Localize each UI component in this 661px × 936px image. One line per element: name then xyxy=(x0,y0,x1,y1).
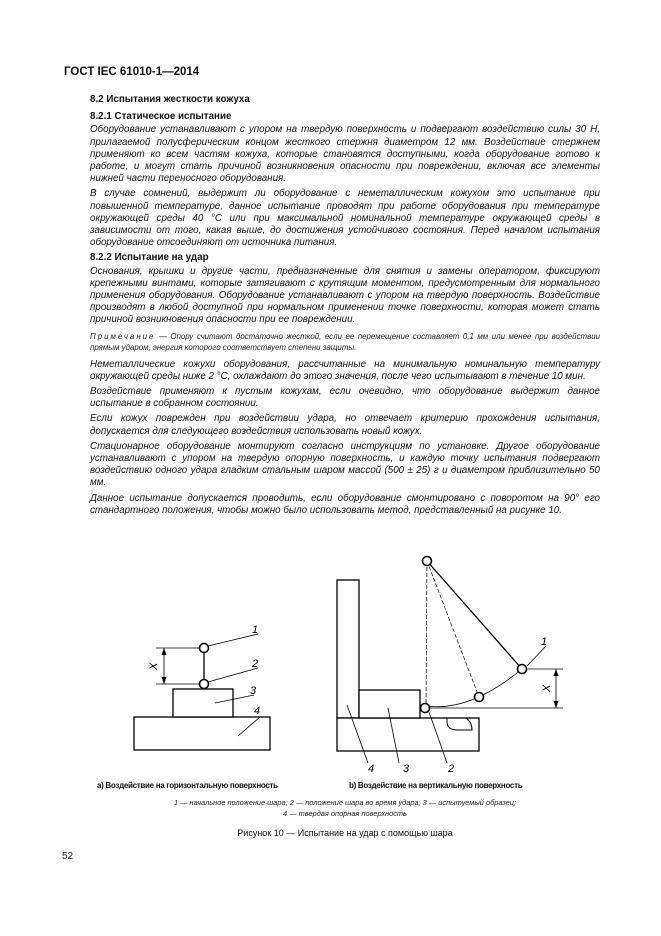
note-label: Примечание xyxy=(90,331,156,341)
paragraph: Воздействие применяют к пустым кожухам, если очевидно, что оборудование выдержит данное испытание в собранном состоянии. xyxy=(90,386,600,410)
pendulum-string-initial xyxy=(427,561,522,669)
main-text xyxy=(90,94,600,520)
ball-initial-b xyxy=(518,665,527,674)
test-sample-a xyxy=(173,689,233,717)
support-surface-a xyxy=(134,717,270,750)
label-2-b: 2 xyxy=(448,763,455,775)
note-text: — Опору считают достаточно жесткой, если ее перемещение составляет 0,1 мм или менее при воздействии прямым ударом, энергия которого соответствует степени защиты. xyxy=(90,331,600,352)
note xyxy=(90,331,600,353)
label-4-b: 4 xyxy=(368,763,375,775)
document-header: ГОСТ IEC 61010-1—2014 xyxy=(64,66,200,78)
ball-impact-a xyxy=(200,680,209,689)
paragraph: Оборудование устанавливают с упором на твердую поверхность и подвергают воздействию силы 30 Н, прилагаемой полусферическим концом жесткого стержня диаметром 12 мм. Воздействие стержнем применяют ко всем частям кожуха, которые становятся доступными, когда оборудование готово к работе, и могут стать причиной возникновения опасности при повреждении, включая все элементы нижней части переносного оборудования. xyxy=(90,124,600,185)
label-1-b: 1 xyxy=(541,636,548,648)
vertical-support-wall xyxy=(337,580,359,718)
pendulum-string-impact xyxy=(426,561,427,706)
label-1-a: 1 xyxy=(252,624,259,636)
section-title: 8.2 Испытания жесткости кожуха xyxy=(90,94,250,105)
dim-arrow-a-bottom xyxy=(162,677,167,684)
legend-line: 1 — начальное положение шара; 2 — положение шара во время удара; 3 — испытуемый образец; xyxy=(173,798,517,807)
pendulum-string-mid xyxy=(427,561,479,697)
diagram-b-vertical xyxy=(337,557,563,764)
paragraph: Данное испытание допускается проводить, если оборудование смонтировано с поворотом на 90° его стандартного положения, чтобы можно было использовать метод, представленный на рисунке 10. xyxy=(90,492,600,516)
base-b xyxy=(337,718,479,751)
paragraph: Стационарное оборудование монтируют согласно инструкциям по установке. Другое оборудование устанавливают с упором на твердую опорную поверхность, и каждую точку испытания подвергают воздействию одного удара гладким стальным шаром массой (500 ± 25) г и диаметром приблизительно 50 мм. xyxy=(90,440,600,489)
leader-1-b xyxy=(527,646,546,666)
legend-line: 4 — твердая опорная поверхность xyxy=(283,809,407,818)
label-4-a: 4 xyxy=(254,705,261,717)
dim-arrow-a-top xyxy=(162,648,167,655)
dim-arrow-b-top xyxy=(554,669,559,676)
label-3-a: 3 xyxy=(250,685,257,697)
label-2-a: 2 xyxy=(252,658,259,670)
subsection-impact-title: 8.2.2 Испытание на удар xyxy=(90,252,209,264)
leader-2-a xyxy=(208,668,258,682)
paragraph: Основания, крышки и другие части, предназначенные для снятия и замены оператором, фиксируют крепежными винтами, которые затягивают с крутящим моментом, предусмотренным для нормального применения оборудования. Оборудование устанавливают с упором на твердую поверхность. Воздействие производят в любой доступной при нормальном применении точке поверхности, которая может стать причиной возникновения опасности при ее повреждении. xyxy=(90,265,600,326)
figure-10-diagram xyxy=(0,548,661,775)
label-3-b: 3 xyxy=(403,763,410,775)
subsection-static-title: 8.2.1 Статическое испытание xyxy=(90,111,232,123)
label-x-b: X xyxy=(541,684,553,692)
ball-impact-b xyxy=(421,704,430,713)
leader-1-a xyxy=(208,634,258,646)
ball-mid-b xyxy=(475,693,484,702)
paragraph: В случае сомнений, выдержит ли оборудование с неметаллическим кожухом это испытание при повышенной температуре, данное испытание проводят при работе оборудования при температуре окружающей среды 40 °С или при максимальной номинальной температуре окружающей среды в зависимости от того, какая выше, до достижения устойчивого состояния. Перед началом испытания оборудование отсоединяют от источника питания. xyxy=(90,188,600,249)
paragraph: Неметаллические кожухи оборудования, рассчитанные на минимальную номинальную температуру окружающей среды ниже 2 °С, охлаждают до этого значения, после чего испытывают в течение 10 мин. xyxy=(90,358,600,382)
figure-legend xyxy=(90,797,600,819)
caption-a: а) Воздействие на горизонтальную поверхность xyxy=(97,781,278,790)
figure-title: Рисунок 10 — Испытание на удар с помощью шара xyxy=(237,828,453,838)
swing-arc xyxy=(426,669,522,707)
dim-arrow-b-bottom xyxy=(554,701,559,708)
paragraph: Если кожух поврежден при воздействии удара, но отвечает критерию прохождения испытания, допускается для следующего воздействия использовать новый кожух. xyxy=(90,413,600,437)
pivot-point xyxy=(423,557,432,566)
caption-b: b) Воздействие на вертикальную поверхность xyxy=(349,781,523,790)
ball-initial-a xyxy=(200,644,209,653)
page-number: 52 xyxy=(62,851,74,862)
label-x-a: X xyxy=(148,662,160,670)
